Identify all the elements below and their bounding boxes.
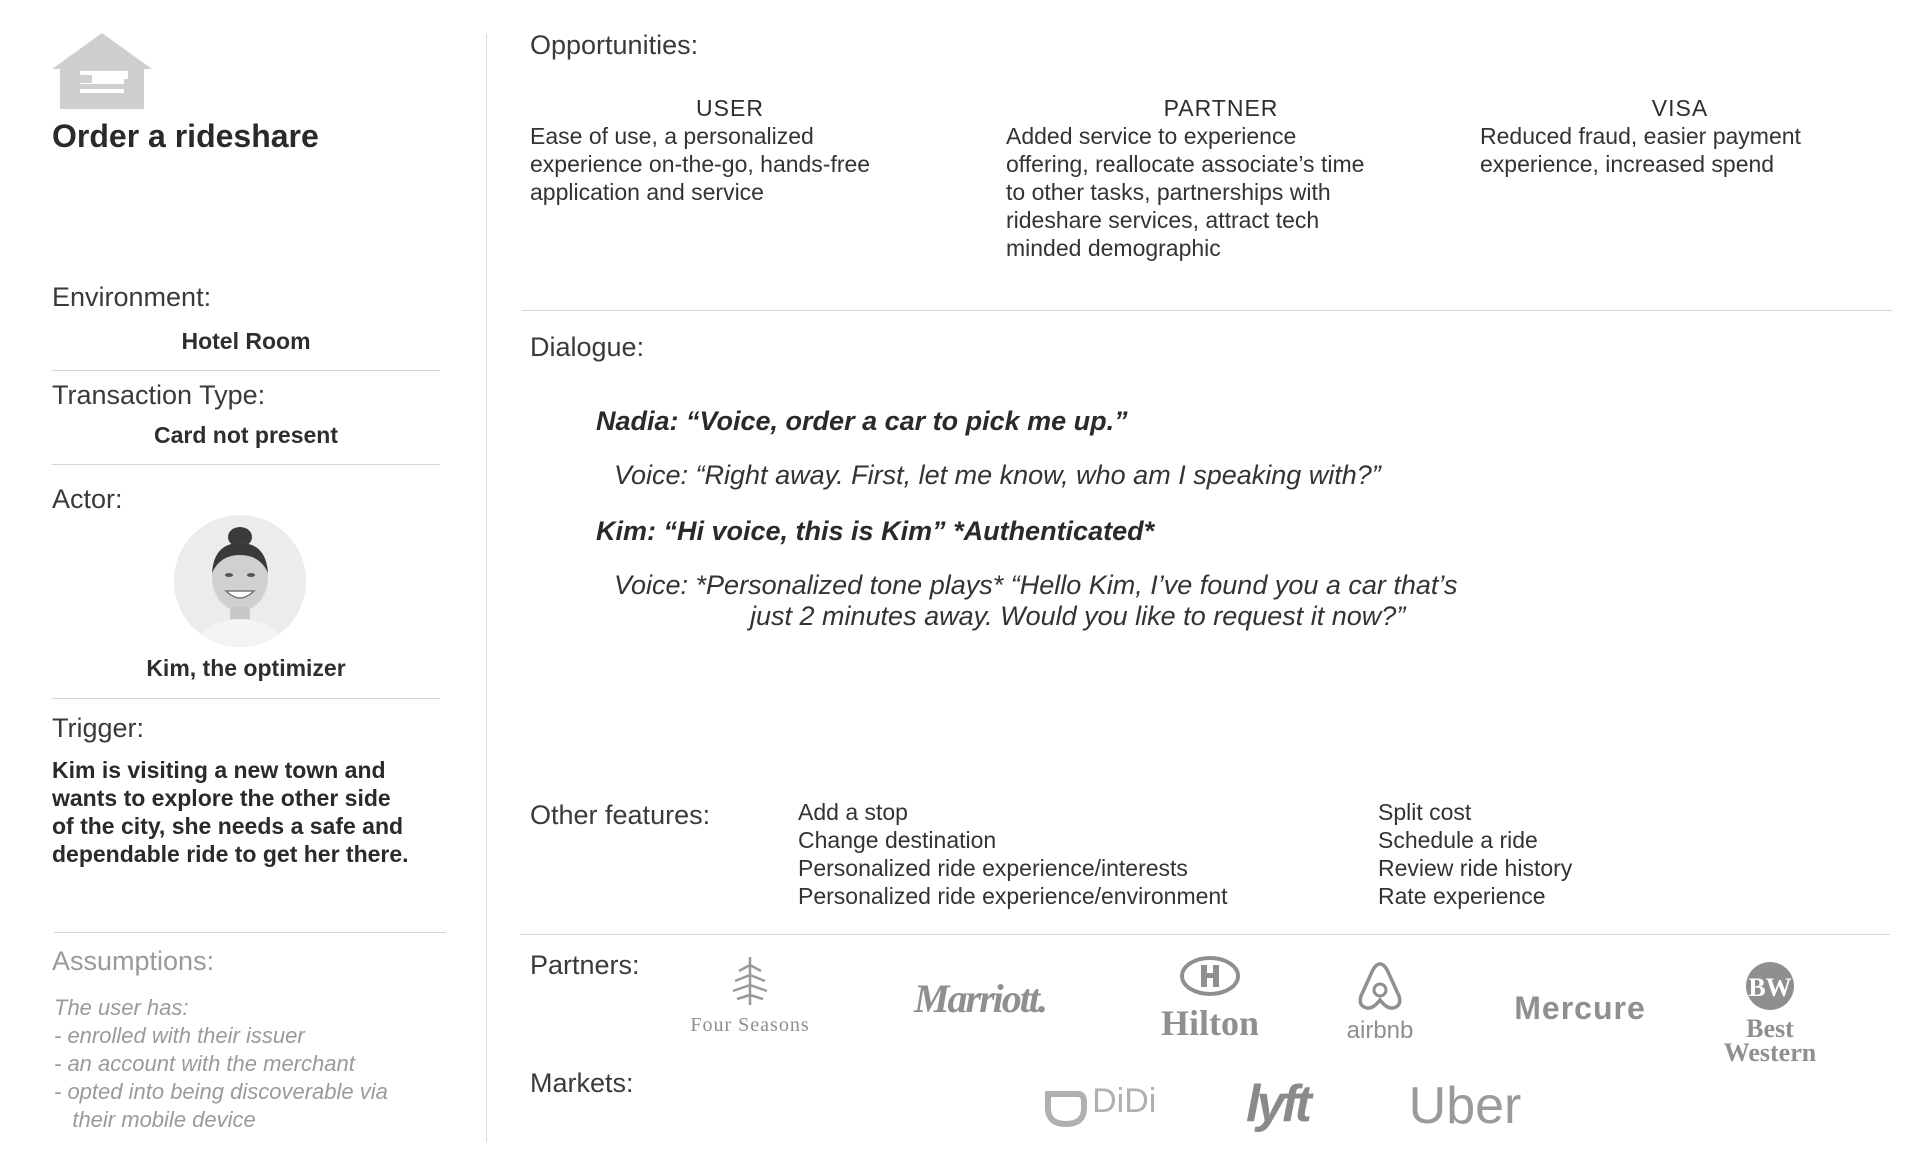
uber-logo bbox=[1400, 1076, 1530, 1136]
assumption-line: their mobile device bbox=[54, 1107, 256, 1132]
dialogue-label: Dialogue: bbox=[530, 332, 645, 362]
lyft-wordmark: lyft bbox=[1246, 1075, 1308, 1133]
mercure-logo bbox=[1490, 990, 1670, 1027]
opportunity-line: Reduced fraud, easier payment bbox=[1480, 123, 1801, 149]
assumption-line: - enrolled with their issuer bbox=[54, 1023, 305, 1048]
didi-symbol-icon bbox=[1044, 1088, 1088, 1128]
lyft-logo bbox=[1232, 1074, 1322, 1134]
airbnb-logo bbox=[1330, 960, 1430, 1045]
features-column bbox=[1378, 798, 1572, 910]
best-western-wordmark-line2: Western bbox=[1723, 1038, 1817, 1067]
divider bbox=[522, 310, 1892, 311]
trigger-line: of the city, she needs a safe and bbox=[52, 813, 404, 839]
assumption-line: The user has: bbox=[54, 995, 189, 1020]
best-western-badge-icon bbox=[1742, 960, 1798, 1012]
marriott-wordmark: Marriott. bbox=[913, 976, 1047, 1021]
environment-value: Hotel Room bbox=[181, 328, 311, 354]
feature-item: Add a stop bbox=[798, 799, 908, 825]
other-features-label: Other features: bbox=[530, 800, 711, 830]
dialogue-line-voice-continued: just 2 minutes away. Would you like to request it now?” bbox=[750, 601, 1406, 631]
divider bbox=[520, 934, 1890, 935]
feature-item: Schedule a ride bbox=[1378, 827, 1538, 853]
transaction-type-value: Card not present bbox=[153, 422, 339, 448]
tree-icon bbox=[725, 955, 775, 1009]
didi-logo bbox=[1025, 1082, 1175, 1128]
mercure-wordmark: Mercure bbox=[1514, 990, 1646, 1026]
transaction-type-label: Transaction Type: bbox=[52, 380, 266, 410]
feature-item: Rate experience bbox=[1378, 883, 1546, 909]
didi-wordmark: DiDi bbox=[1092, 1082, 1157, 1120]
opportunity-visa-heading: VISA bbox=[1651, 95, 1709, 121]
opportunity-line: offering, reallocate associate’s time bbox=[1006, 151, 1365, 177]
feature-item: Personalized ride experience/environment bbox=[798, 883, 1228, 909]
dialogue-line-kim: Kim: “Hi voice, this is Kim” *Authenticated* bbox=[596, 516, 1155, 546]
dialogue-line-voice: Voice: *Personalized tone plays* “Hello Kim, I’ve found you a car that’s bbox=[614, 570, 1458, 600]
dialogue-line-voice: Voice: “Right away. First, let me know, who am I speaking with?” bbox=[614, 460, 1381, 490]
markets-label: Markets: bbox=[530, 1068, 634, 1098]
column-divider bbox=[486, 34, 487, 1142]
hilton-wordmark: Hilton bbox=[1160, 1003, 1259, 1043]
feature-item: Personalized ride experience/interests bbox=[798, 855, 1188, 881]
opportunity-line: minded demographic bbox=[1006, 235, 1221, 261]
opportunities-label: Opportunities: bbox=[530, 30, 699, 60]
opportunity-line: experience, increased spend bbox=[1480, 151, 1775, 177]
divider bbox=[52, 698, 440, 699]
opportunity-line: to other tasks, partnerships with bbox=[1006, 179, 1331, 205]
actor-avatar bbox=[174, 515, 306, 647]
opportunity-line: experience on-the-go, hands-free bbox=[530, 151, 871, 177]
trigger-label: Trigger: bbox=[52, 713, 145, 743]
opportunity-visa bbox=[1480, 94, 1880, 178]
four-seasons-logo bbox=[660, 955, 840, 1037]
assumptions-label: Assumptions: bbox=[52, 946, 215, 976]
assumption-line: - opted into being discoverable via bbox=[54, 1079, 388, 1104]
feature-item: Review ride history bbox=[1378, 855, 1573, 881]
hilton-emblem-icon bbox=[1179, 955, 1241, 997]
opportunity-partner bbox=[1006, 94, 1436, 262]
trigger-line: wants to explore the other side bbox=[52, 785, 391, 811]
scenario-title: Order a rideshare bbox=[52, 118, 319, 154]
partners-label: Partners: bbox=[530, 950, 640, 980]
divider bbox=[52, 370, 440, 371]
hotel-bed-icon bbox=[52, 33, 152, 109]
feature-item: Change destination bbox=[798, 827, 997, 853]
trigger-line: Kim is visiting a new town and bbox=[52, 757, 386, 783]
marriott-logo bbox=[900, 975, 1060, 1022]
opportunity-line: Ease of use, a personalized bbox=[530, 123, 814, 149]
actor-label: Actor: bbox=[52, 484, 123, 514]
actor-name: Kim, the optimizer bbox=[146, 655, 346, 681]
dialogue-line-nadia: Nadia: “Voice, order a car to pick me up.” bbox=[596, 406, 1128, 436]
environment-label: Environment: bbox=[52, 282, 212, 312]
airbnb-symbol-icon bbox=[1355, 960, 1405, 1012]
divider bbox=[54, 932, 446, 933]
best-western-wordmark-line1: Best bbox=[1746, 1014, 1794, 1043]
opportunity-line: application and service bbox=[530, 179, 764, 205]
features-column bbox=[798, 798, 1228, 910]
assumption-line: - an account with the merchant bbox=[54, 1051, 355, 1076]
divider bbox=[52, 464, 440, 465]
opportunity-user bbox=[530, 94, 930, 206]
best-western-logo bbox=[1715, 960, 1825, 1065]
trigger-line: dependable ride to get her there. bbox=[52, 841, 409, 867]
four-seasons-wordmark: Four Seasons bbox=[690, 1014, 810, 1036]
best-western-badge-text: BW bbox=[1748, 973, 1792, 1002]
uber-wordmark: Uber bbox=[1408, 1077, 1522, 1135]
hilton-logo bbox=[1140, 955, 1280, 1044]
opportunity-line: rideshare services, attract tech bbox=[1006, 207, 1320, 233]
assumptions-text bbox=[54, 994, 388, 1134]
opportunity-partner-heading: PARTNER bbox=[1163, 95, 1279, 121]
airbnb-wordmark: airbnb bbox=[1346, 1017, 1414, 1044]
trigger-text bbox=[52, 756, 462, 868]
opportunity-user-heading: USER bbox=[696, 95, 764, 121]
feature-item: Split cost bbox=[1378, 799, 1472, 825]
opportunity-line: Added service to experience bbox=[1006, 123, 1297, 149]
